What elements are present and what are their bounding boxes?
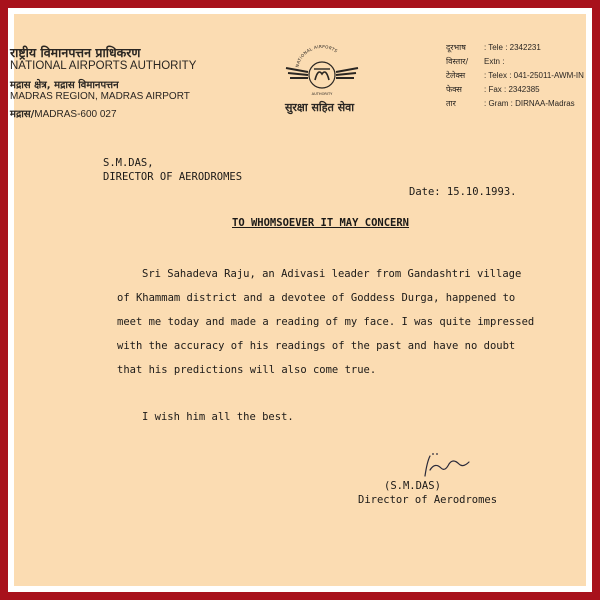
hindi-region: मद्रास क्षेत्र, मद्रास विमानपत्तन <box>10 80 119 91</box>
contact-label: टेलेक्स <box>446 71 466 80</box>
address <box>10 106 117 120</box>
paragraph1-line: Sri Sahadeva Raju, an Adivasi leader from Gandashtri village <box>142 268 522 280</box>
contact-fax <box>446 84 540 95</box>
sender-name: S.M.DAS, <box>103 157 154 169</box>
letter-date: Date: 15.10.1993. <box>409 186 517 198</box>
svg-text:AUTHORITY: AUTHORITY <box>311 92 333 96</box>
contact-value: : Tele : 2342231 <box>484 43 541 52</box>
english-region: MADRAS REGION, MADRAS AIRPORT <box>10 91 190 102</box>
paragraph1-line: meet me today and made a reading of my face. I was quite impressed <box>117 316 535 328</box>
handwritten-signature <box>419 450 479 480</box>
contact-value: Extn : <box>484 57 505 66</box>
signatory-name: (S.M.DAS) <box>384 480 441 492</box>
english-org-name: NATIONAL AIRPORTS AUTHORITY <box>10 60 197 72</box>
svg-text:NATIONAL AIRPORTS: NATIONAL AIRPORTS <box>294 43 339 68</box>
contact-label: दूरभाष <box>446 43 466 52</box>
sender-title: DIRECTOR OF AERODROMES <box>103 171 243 183</box>
letter-subject: TO WHOMSOEVER IT MAY CONCERN <box>232 217 410 229</box>
contact-value: : Fax : 2342385 <box>484 85 540 94</box>
address-text: MADRAS-600 027 <box>34 109 117 120</box>
hindi-org-name: राष्ट्रीय विमानपत्तन प्राधिकरण <box>10 45 141 60</box>
airports-authority-logo <box>282 42 362 98</box>
paragraph1-line: of Khammam district and a devotee of Goddess Durga, happened to <box>117 292 516 304</box>
paragraph1-line: with the accuracy of his readings of the past and have no doubt <box>117 340 516 352</box>
contact-gram <box>446 98 575 109</box>
contact-label: फेक्स <box>446 85 462 94</box>
contact-value: : Gram : DIRNAA-Madras <box>484 99 575 108</box>
letter-document <box>10 14 586 586</box>
contact-value: : Telex : 041-25011-AWM-IN <box>484 71 584 80</box>
motto: सुरक्षा सहित सेवा <box>285 101 355 114</box>
paragraph2: I wish him all the best. <box>142 411 294 423</box>
contact-extn <box>446 56 504 67</box>
signatory-title: Director of Aerodromes <box>358 494 498 506</box>
contact-phone <box>446 42 541 53</box>
contact-label: विस्तार/ <box>446 57 469 66</box>
contact-label: तार <box>446 99 456 108</box>
address-prefix: मद्रास/ <box>10 109 35 120</box>
contact-telex <box>446 70 584 81</box>
paragraph1-line: that his predictions will also come true. <box>117 364 377 376</box>
